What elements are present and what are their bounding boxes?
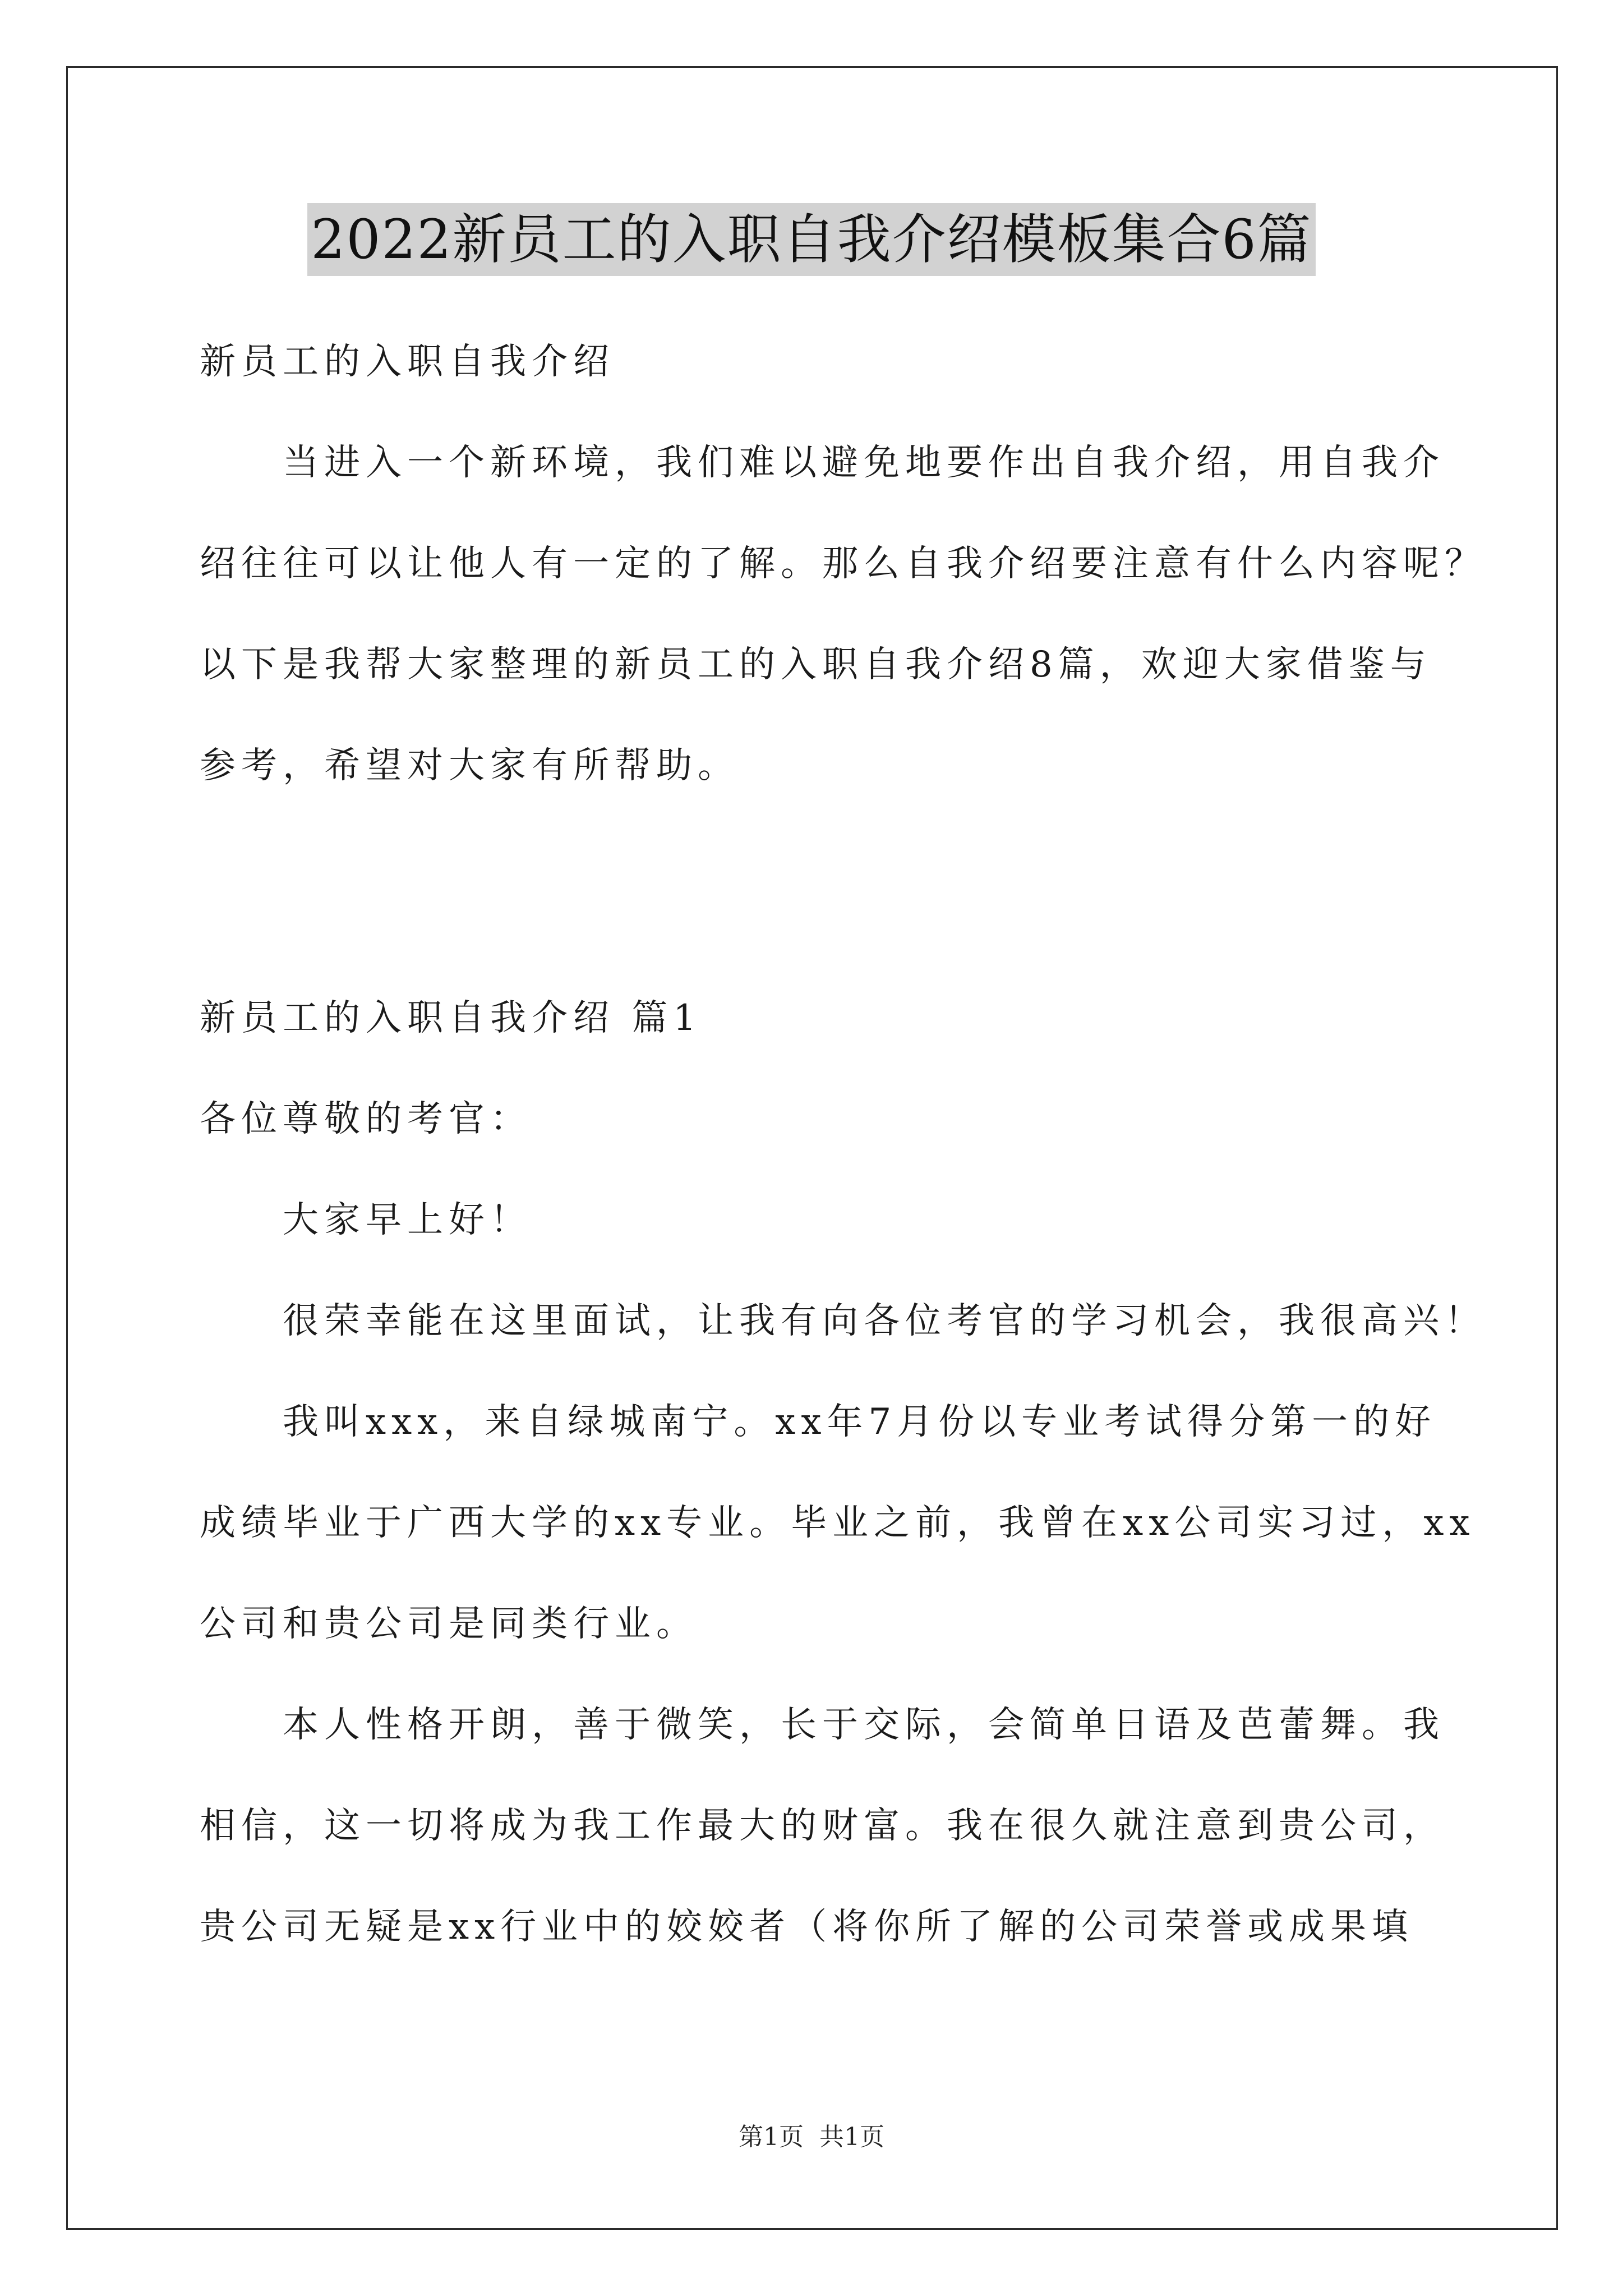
paragraph-line: 参考，希望对大家有所帮助。 <box>200 745 739 786</box>
paragraph-line: 当进入一个新环境，我们难以避免地要作出自我介绍，用自我介 <box>283 442 1445 484</box>
paragraph-line: 我叫xxx，来自绿城南宁。xx年7月份以专业考试得分第一的好 <box>283 1401 1437 1443</box>
paragraph-line: 相信，这一切将成为我工作最大的财富。我在很久就注意到贵公司， <box>200 1805 1445 1847</box>
salutation: 各位尊敬的考官： <box>200 1098 532 1140</box>
paragraph-line: 大家早上好！ <box>283 1199 532 1241</box>
paragraph-line: 贵公司无疑是xx行业中的姣姣者（将你所了解的公司荣誉或成果填 <box>200 1906 1414 1948</box>
document-title: 2022新员工的入职自我介绍模板集合6篇 <box>307 203 1315 276</box>
paragraph-line: 本人性格开朗，善于微笑，长于交际，会简单日语及芭蕾舞。我 <box>283 1704 1445 1746</box>
page-total: 共1页 <box>819 2123 884 2151</box>
paragraph-line: 公司和贵公司是同类行业。 <box>200 1603 698 1645</box>
paragraph-line: 成绩毕业于广西大学的xx专业。毕业之前，我曾在xx公司实习过，xx <box>200 1502 1476 1544</box>
section-heading: 新员工的入职自我介绍 篇1 <box>200 997 702 1039</box>
paragraph-line: 绍往往可以让他人有一定的了解。那么自我介绍要注意有什么内容呢？ <box>200 543 1486 585</box>
title-container <box>0 203 1623 276</box>
page-number: 第1页 <box>739 2123 804 2151</box>
paragraph-line: 以下是我帮大家整理的新员工的入职自我介绍8篇，欢迎大家借鉴与 <box>200 644 1432 685</box>
section-heading: 新员工的入职自我介绍 <box>200 341 615 383</box>
paragraph-line: 很荣幸能在这里面试，让我有向各位考官的学习机会，我很高兴！ <box>283 1300 1486 1342</box>
page-footer <box>0 2120 1623 2154</box>
